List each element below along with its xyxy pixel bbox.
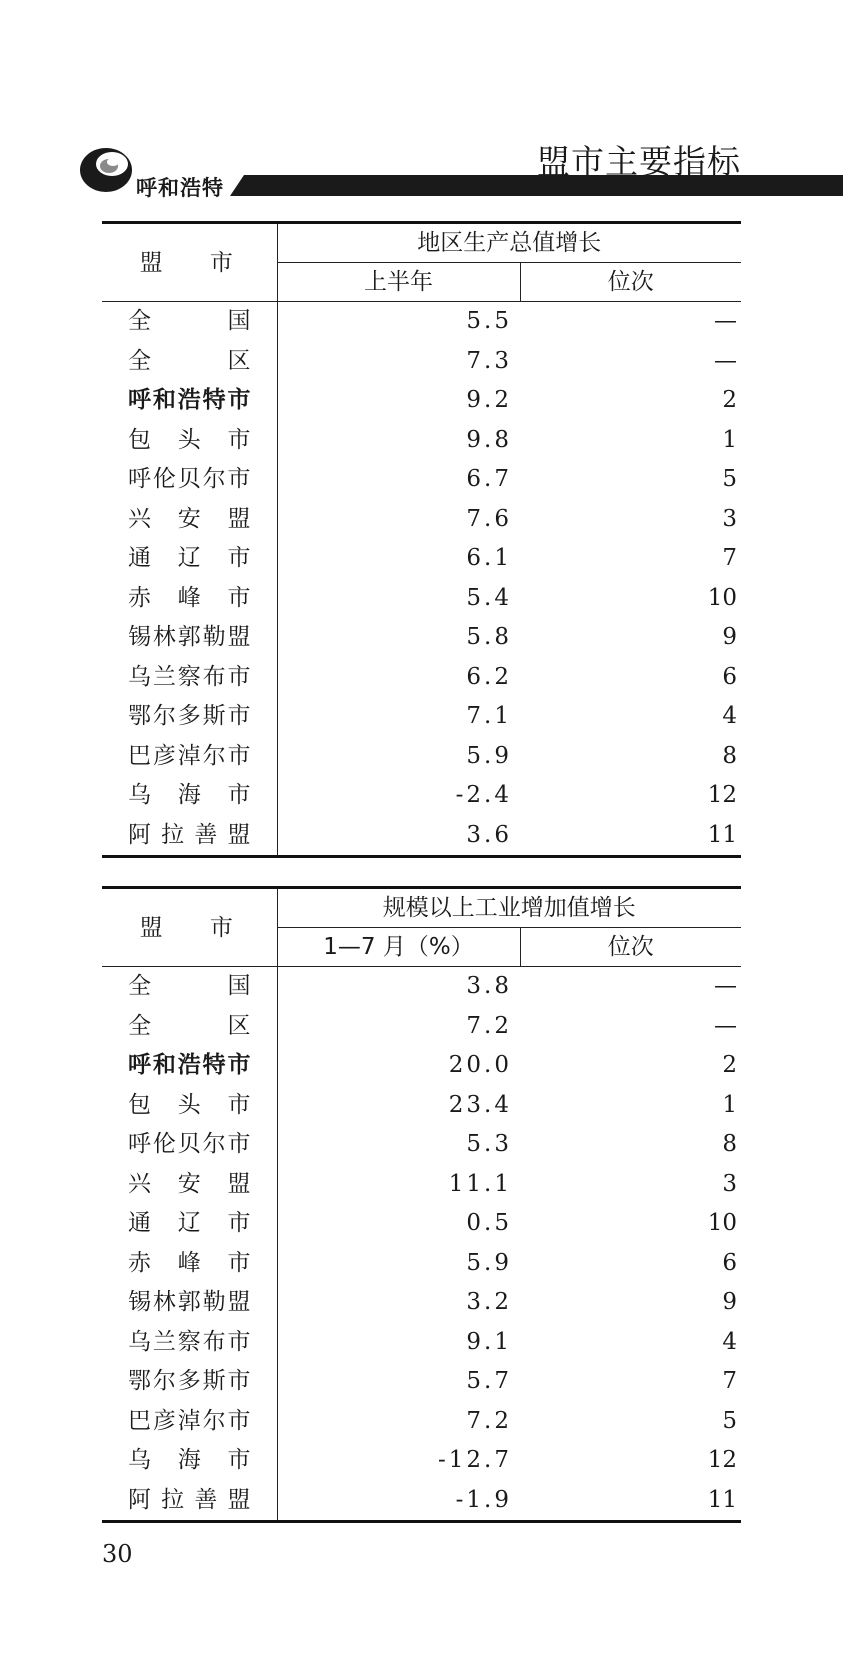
growth-value: 5.9 — [466, 1249, 512, 1276]
table-row — [102, 342, 741, 382]
rank-value: 10 — [707, 1210, 737, 1236]
region-name: 阿拉善盟 — [102, 1481, 277, 1522]
page-number: 30 — [102, 1540, 133, 1568]
rank-value: 1 — [722, 1091, 737, 1118]
growth-value: 3.8 — [466, 973, 512, 999]
region-name: 赤峰市 — [102, 1244, 277, 1284]
growth-value: 23.4 — [448, 1091, 512, 1118]
rank-value: 3 — [722, 505, 737, 532]
rank-value: 3 — [722, 1170, 737, 1197]
growth-value: 5.8 — [466, 624, 512, 650]
region-name: 包头市 — [102, 421, 277, 461]
table-row — [102, 1244, 741, 1284]
page-title: 盟市主要指标 — [537, 142, 741, 181]
region-name: 全区 — [102, 1007, 277, 1047]
region-name: 呼和浩特市 — [102, 381, 277, 421]
region-name: 锡林郭勒盟 — [102, 1283, 277, 1323]
region-name: 鄂尔多斯市 — [102, 1362, 277, 1402]
table-row — [102, 1362, 741, 1402]
growth-value: 5.7 — [466, 1368, 512, 1394]
table-row — [102, 1283, 741, 1323]
industrial-growth-header: 规模以上工业增加值增长 — [277, 888, 741, 928]
period-column-header: 上半年 — [277, 263, 520, 302]
growth-value: 7.6 — [466, 505, 512, 532]
table-row — [102, 1481, 741, 1522]
rank-value: — — [714, 1012, 737, 1039]
growth-value: 7.3 — [466, 347, 512, 374]
rank-value: — — [714, 973, 737, 999]
growth-value: 9.8 — [466, 426, 512, 453]
region-name: 乌海市 — [102, 1441, 277, 1481]
gdp-growth-header: 地区生产总值增长 — [277, 223, 741, 263]
table-row — [102, 967, 741, 1007]
table-row — [102, 302, 741, 342]
region-name: 包头市 — [102, 1086, 277, 1126]
table-row — [102, 1125, 741, 1165]
rank-value: 8 — [722, 1131, 737, 1157]
rank-value: — — [714, 308, 737, 334]
region-name: 乌海市 — [102, 776, 277, 816]
rank-value: 9 — [722, 624, 737, 650]
region-column-header: 盟 市 — [102, 223, 277, 302]
rank-value: — — [714, 347, 737, 374]
table-row — [102, 1402, 741, 1442]
table-row — [102, 1323, 741, 1363]
region-name: 兴安盟 — [102, 500, 277, 540]
table-row — [102, 421, 741, 461]
rank-value: 5 — [722, 466, 737, 492]
rank-value: 2 — [722, 1052, 737, 1078]
rank-column-header: 位次 — [520, 263, 741, 302]
table-row — [102, 381, 741, 421]
table-row — [102, 776, 741, 816]
growth-value: -1.9 — [277, 1481, 520, 1522]
region-name: 巴彦淖尔市 — [102, 737, 277, 777]
rank-value: 9 — [722, 1289, 737, 1315]
rank-value: 8 — [722, 742, 737, 769]
rank-value: 7 — [722, 545, 737, 571]
growth-value: 5.3 — [466, 1131, 512, 1157]
rank-value: 12 — [707, 1447, 737, 1473]
rank-value: 4 — [722, 1328, 737, 1355]
table-row — [102, 1204, 741, 1244]
growth-value: 9.1 — [466, 1328, 512, 1355]
table-row — [102, 1165, 741, 1205]
growth-value: 5.5 — [466, 308, 512, 334]
growth-value: 6.2 — [466, 663, 512, 690]
rank-value: 6 — [722, 663, 737, 690]
period-column-header: 1—7 月（%） — [277, 928, 520, 967]
rank-value: 11 — [520, 1481, 741, 1522]
table-row — [102, 816, 741, 857]
city-name: 呼和浩特 — [136, 176, 224, 200]
region-name: 兴安盟 — [102, 1165, 277, 1205]
region-column-header: 盟 市 — [102, 888, 277, 967]
table-row — [102, 460, 741, 500]
region-name: 全国 — [102, 302, 277, 342]
growth-value: 9.2 — [466, 387, 512, 413]
rank-value: 7 — [722, 1368, 737, 1394]
growth-value: 6.1 — [466, 545, 512, 571]
rank-value: 6 — [722, 1249, 737, 1276]
region-name: 通辽市 — [102, 539, 277, 579]
gdp-growth-table — [102, 221, 741, 858]
growth-value: -2.4 — [455, 782, 512, 808]
rank-value: 10 — [707, 584, 737, 611]
rank-value: 1 — [722, 426, 737, 453]
growth-value: 0.5 — [466, 1210, 512, 1236]
table-row — [102, 697, 741, 737]
table-row — [102, 539, 741, 579]
swirl-logo-icon — [76, 138, 138, 200]
growth-value: 3.6 — [277, 816, 520, 857]
table-row — [102, 500, 741, 540]
table-row — [102, 1441, 741, 1481]
region-name: 锡林郭勒盟 — [102, 618, 277, 658]
table-row — [102, 1007, 741, 1047]
industrial-value-added-table — [102, 886, 741, 1523]
table-row — [102, 618, 741, 658]
growth-value: 20.0 — [448, 1052, 512, 1078]
table-row — [102, 1046, 741, 1086]
region-name: 全区 — [102, 342, 277, 382]
rank-value: 5 — [722, 1407, 737, 1434]
region-name: 通辽市 — [102, 1204, 277, 1244]
region-name: 乌兰察布市 — [102, 1323, 277, 1363]
region-name: 乌兰察布市 — [102, 658, 277, 698]
growth-value: 6.7 — [466, 466, 512, 492]
region-name: 呼和浩特市 — [102, 1046, 277, 1086]
region-name: 全国 — [102, 967, 277, 1007]
rank-value: 4 — [722, 703, 737, 729]
growth-value: 7.1 — [466, 703, 512, 729]
growth-value: 5.9 — [466, 742, 512, 769]
region-name: 鄂尔多斯市 — [102, 697, 277, 737]
region-name: 呼伦贝尔市 — [102, 1125, 277, 1165]
growth-value: -12.7 — [438, 1447, 512, 1473]
growth-value: 11.1 — [448, 1170, 512, 1197]
table-row — [102, 658, 741, 698]
rank-value: 2 — [722, 387, 737, 413]
growth-value: 7.2 — [466, 1012, 512, 1039]
region-name: 呼伦贝尔市 — [102, 460, 277, 500]
region-name: 阿拉善盟 — [102, 816, 277, 857]
rank-value: 12 — [707, 782, 737, 808]
growth-value: 3.2 — [466, 1289, 512, 1315]
region-name: 赤峰市 — [102, 579, 277, 619]
region-name: 巴彦淖尔市 — [102, 1402, 277, 1442]
growth-value: 7.2 — [466, 1407, 512, 1434]
table-row — [102, 579, 741, 619]
table-row — [102, 1086, 741, 1126]
rank-column-header: 位次 — [520, 928, 741, 967]
rank-value: 11 — [520, 816, 741, 857]
table-row — [102, 737, 741, 777]
growth-value: 5.4 — [466, 584, 512, 611]
